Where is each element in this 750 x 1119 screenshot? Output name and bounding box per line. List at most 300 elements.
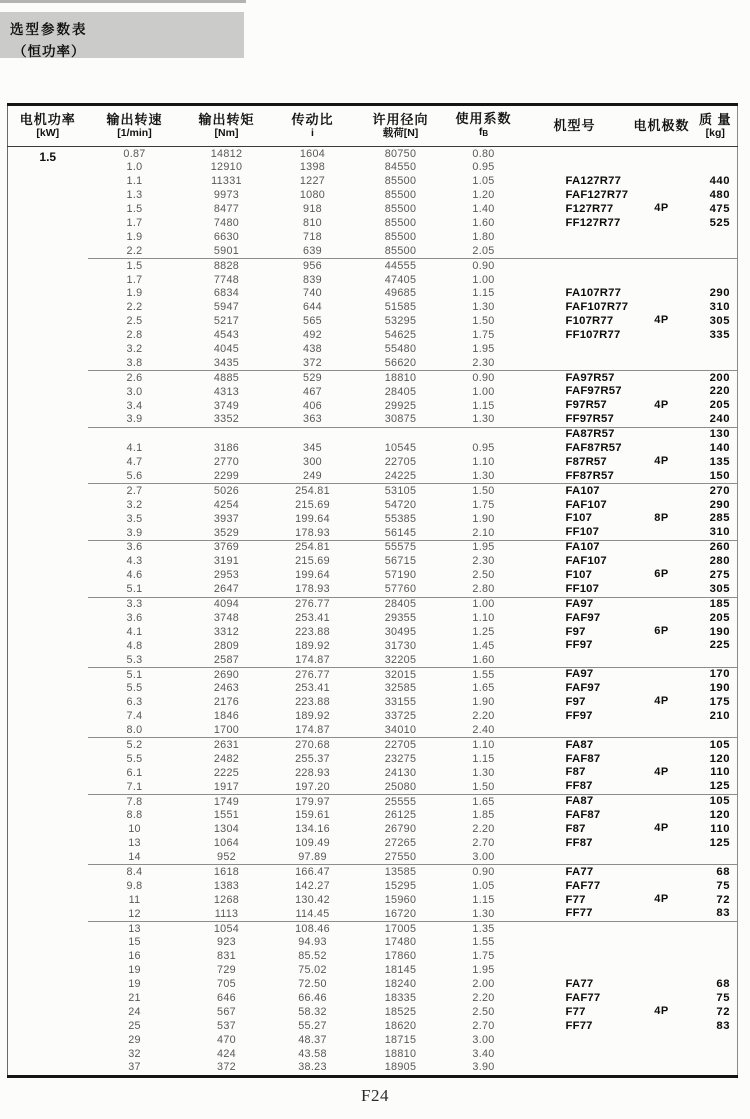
cell-output-speed: 2.7 [88, 484, 182, 498]
cell-service-factor: 2.50 [472, 569, 495, 582]
cell-model: FAF87R57 [565, 442, 622, 454]
cell-ratio: 956 [272, 259, 354, 273]
poles-label: 4P [654, 1004, 669, 1017]
cell-output-speed: 6.1 [126, 766, 143, 779]
cell-service-factor: 1.50 [448, 484, 520, 498]
cell-weight [694, 1047, 738, 1061]
cell-output-torque: 4885 [182, 371, 272, 385]
cell-ratio: 276.77 [272, 667, 354, 681]
cell-service-factor: 2.20 [472, 823, 495, 836]
cell-output-speed: 1.3 [126, 189, 143, 202]
cell-radial-load: 10545 [384, 442, 417, 455]
cell-motor-poles [630, 865, 694, 922]
page-title [0, 12, 244, 58]
cell-radial-load: 26790 [384, 823, 417, 836]
cell-weight: 290 [709, 287, 730, 300]
cell-output-speed: 15 [128, 936, 141, 949]
cell-radial-load: 18620 [384, 1019, 417, 1032]
cell-ratio: 529 [272, 371, 354, 385]
table-row [8, 936, 738, 950]
cell-model: F77 [565, 1005, 586, 1018]
cell-service-factor: 2.30 [472, 356, 495, 369]
cell-ratio: 223.88 [295, 696, 330, 709]
cell-output-torque: 470 [217, 1033, 236, 1046]
table-row [8, 964, 738, 978]
cell-radial-load: 54625 [384, 329, 417, 342]
cell-ratio: 179.97 [272, 794, 354, 808]
cell-radial-load: 85500 [384, 203, 417, 216]
cell-model [520, 356, 630, 370]
cell-ratio: 178.93 [295, 526, 330, 539]
cell-output-torque: 2587 [213, 653, 240, 666]
cell-output-torque: 3749 [213, 399, 240, 412]
cell-output-torque: 952 [217, 851, 236, 864]
poles-label: 6P [654, 624, 669, 637]
cell-weight: 130 [694, 427, 738, 441]
cell-weight: 480 [709, 188, 730, 201]
cell-ratio: 918 [303, 203, 322, 216]
table-row [8, 667, 738, 681]
cell-radial-load: 18335 [384, 991, 417, 1004]
cell-motor-poles [630, 175, 694, 231]
cell-motor-poles [630, 484, 694, 541]
cell-service-factor: 1.95 [472, 964, 495, 977]
cell-radial-load: 33155 [384, 696, 417, 709]
cell-weight [694, 273, 738, 287]
cell-ratio: 189.92 [295, 639, 330, 652]
cell-output-speed: 19 [128, 964, 141, 977]
cell-model [520, 259, 630, 273]
cell-model: F87 [565, 766, 586, 779]
cell-output-torque: 1749 [182, 794, 272, 808]
cell-weight: 305 [709, 314, 730, 327]
cell-weight [694, 147, 738, 161]
cell-model: F127R77 [565, 202, 614, 215]
table-row [8, 794, 738, 808]
cell-ratio: 467 [303, 385, 322, 398]
cell-radial-load: 47405 [384, 273, 417, 286]
cell-ratio: 199.64 [295, 569, 330, 582]
cell-output-torque: 537 [217, 1019, 236, 1032]
cell-ratio: 134.16 [295, 823, 330, 836]
cell-motor-poles [630, 667, 694, 723]
cell-motor-poles [630, 342, 694, 356]
cell-output-torque: 1064 [213, 837, 240, 850]
cell-output-speed: 8.4 [88, 865, 182, 879]
cell-motor-poles [630, 1033, 694, 1047]
cell-output-speed: 3.0 [126, 385, 143, 398]
cell-radial-load: 27550 [384, 851, 417, 864]
cell-output-speed: 4.7 [126, 456, 143, 469]
cell-weight: 83 [716, 1019, 730, 1032]
cell-weight: 310 [709, 526, 730, 539]
cell-radial-load: 51585 [384, 301, 417, 314]
col-header-radial-load: 许用径向 载荷[N] [354, 105, 448, 147]
cell-model: F97R57 [565, 399, 607, 412]
cell-output-torque: 1113 [214, 907, 239, 920]
cell-output-speed: 5.2 [88, 738, 182, 752]
cell-ratio: 97.89 [298, 851, 327, 864]
cell-service-factor: 0.80 [472, 147, 495, 160]
cell-model: FF77 [565, 907, 593, 920]
col-header-ratio: 传动比 i [272, 105, 354, 147]
cell-weight [694, 724, 738, 738]
cell-weight [694, 653, 738, 667]
cell-model: FA97 [520, 597, 630, 611]
table-row [8, 244, 738, 258]
cell-motor-poles [630, 794, 694, 850]
cell-motor-poles [630, 851, 694, 865]
table-header-row [8, 105, 738, 147]
cell-service-factor: 1.30 [472, 301, 495, 314]
table-row [8, 991, 738, 1005]
cell-output-speed: 37 [128, 1061, 141, 1074]
cell-output-torque: 424 [217, 1047, 236, 1060]
cell-output-torque: 11331 [211, 175, 242, 188]
cell-output-speed: 14 [128, 851, 141, 864]
cell-radial-load: 18525 [384, 1005, 417, 1018]
cell-radial-load: 17860 [384, 950, 417, 963]
cell-output-torque: 3769 [182, 540, 272, 554]
page-title-line2: （恒功率） [13, 44, 86, 59]
cell-weight: 105 [694, 738, 738, 752]
cell-radial-load: 85500 [384, 217, 417, 229]
cell-radial-load: 32205 [384, 653, 417, 666]
cell-output-torque: 4543 [213, 329, 240, 342]
cell-output-speed: 4.3 [126, 555, 143, 568]
table-row [8, 724, 738, 738]
cell-model: FA87 [520, 794, 630, 808]
table-row [8, 823, 738, 837]
table-row [8, 469, 738, 483]
cell-output-torque: 3352 [213, 413, 240, 426]
table-row [8, 147, 738, 161]
cell-output-torque: 4254 [213, 498, 240, 511]
cell-service-factor: 0.95 [472, 161, 495, 174]
cell-service-factor: 1.00 [472, 273, 495, 286]
cell-weight: 170 [694, 667, 738, 681]
cell-radial-load: 55385 [384, 512, 417, 525]
cell-motor-poles [630, 964, 694, 978]
cell-service-factor: 1.60 [472, 217, 495, 229]
table-row [8, 413, 738, 427]
cell-service-factor: 1.15 [472, 893, 495, 906]
cell-model [520, 851, 630, 865]
cell-weight: 260 [694, 540, 738, 554]
cell-output-speed: 1.7 [126, 273, 143, 286]
cell-ratio: 178.93 [295, 583, 330, 596]
cell-ratio: 1398 [299, 161, 326, 174]
cell-output-torque: 9973 [213, 189, 240, 202]
cell-output-speed: 19 [128, 978, 141, 991]
cell-output-speed: 3.5 [126, 512, 143, 525]
cell-radial-load: 23275 [384, 752, 417, 765]
cell-service-factor: 2.40 [472, 724, 495, 737]
cell-radial-load: 34010 [384, 724, 417, 737]
cell-motor-poles [630, 259, 694, 273]
cell-weight: 120 [709, 752, 730, 765]
cell-motor-poles [630, 427, 694, 484]
cell-service-factor: 1.10 [472, 456, 495, 469]
cell-service-factor: 1.15 [472, 752, 495, 765]
cell-output-torque: 3529 [213, 526, 240, 539]
cell-ratio: 255.37 [295, 752, 330, 765]
cell-radial-load: 54720 [384, 498, 417, 511]
cell-output-speed: 32 [128, 1047, 141, 1060]
cell-service-factor: 1.25 [472, 625, 495, 638]
cell-weight: 275 [709, 569, 730, 582]
cell-output-speed: 5.3 [126, 653, 143, 666]
cell-output-speed: 24 [128, 1005, 141, 1018]
cell-service-factor: 1.15 [472, 399, 495, 412]
cell-model: FA107R77 [565, 287, 622, 300]
cell-output-speed: 13 [128, 837, 141, 850]
col-header-weight: 质 量 [kg] [694, 105, 738, 147]
table-row [8, 273, 738, 287]
cell-weight: 225 [709, 639, 730, 652]
cell-radial-load: 22705 [354, 738, 448, 752]
cell-model: F107R77 [565, 314, 614, 327]
cell-model: FAF97 [565, 682, 601, 695]
cell-motor-poles [630, 936, 694, 950]
cell-radial-load: 15960 [384, 893, 417, 906]
cell-output-torque: 4094 [182, 597, 272, 611]
cell-radial-load: 32585 [384, 682, 417, 695]
poles-label: 4P [654, 314, 669, 327]
cell-ratio: 114.45 [295, 907, 330, 920]
table-row [8, 259, 738, 273]
cell-motor-poles [630, 540, 694, 597]
cell-weight: 220 [709, 385, 730, 398]
table-row [8, 342, 738, 356]
cell-motor-poles [630, 1061, 694, 1076]
cell-motor-poles [630, 161, 694, 175]
cell-radial-load: 55480 [384, 343, 417, 356]
cell-weight: 290 [709, 498, 730, 511]
cell-radial-load: 56620 [384, 356, 417, 369]
cell-weight: 72 [716, 1005, 730, 1018]
cell-weight [694, 356, 738, 370]
cell-output-speed: 2.8 [126, 329, 143, 342]
cell-service-factor: 1.50 [472, 315, 495, 328]
cell-radial-load: 84550 [384, 161, 417, 174]
cell-output-speed: 25 [128, 1019, 141, 1032]
cell-ratio: 94.93 [298, 936, 327, 949]
cell-model: FA87 [520, 738, 630, 752]
cell-output-torque: 2225 [213, 766, 240, 779]
cell-weight [694, 921, 738, 935]
cell-output-speed: 16 [128, 950, 141, 963]
cell-model [520, 1061, 630, 1076]
cell-output-torque: 3312 [213, 625, 240, 638]
poles-label: 8P [654, 511, 669, 524]
cell-model: FF127R77 [565, 216, 621, 229]
page-number: F24 [361, 1086, 389, 1105]
table-row [8, 837, 738, 851]
table-row [8, 752, 738, 766]
cell-model: FAF107 [565, 498, 607, 511]
cell-model [520, 653, 630, 667]
cell-service-factor: 1.20 [472, 189, 495, 202]
cell-output-torque: 2176 [213, 696, 240, 709]
cell-model: FAF107R77 [565, 301, 629, 314]
cell-weight: 110 [710, 823, 730, 836]
cell-ratio: 215.69 [295, 555, 330, 568]
cell-output-speed: 29 [128, 1033, 141, 1046]
cell-weight: 125 [709, 780, 730, 793]
cell-output-torque: 2690 [182, 667, 272, 681]
cell-output-torque: 7480 [213, 217, 240, 229]
table-row [8, 540, 738, 554]
cell-radial-load: 29925 [384, 399, 417, 412]
cell-output-torque: 2809 [213, 639, 240, 652]
cell-ratio: 55.27 [298, 1019, 327, 1032]
cell-ratio: 1080 [299, 189, 326, 202]
cell-service-factor: 1.05 [472, 879, 495, 892]
cell-ratio: 66.46 [298, 991, 327, 1004]
cell-radial-load: 56145 [384, 526, 417, 539]
cell-service-factor: 1.90 [472, 696, 495, 709]
cell-ratio: 228.93 [295, 766, 330, 779]
cell-weight: 205 [709, 611, 730, 624]
cell-ratio: 644 [303, 301, 322, 314]
cell-output-torque: 2631 [182, 738, 272, 752]
table-row [8, 356, 738, 370]
cell-radial-load: 22705 [384, 456, 417, 469]
cell-output-torque: 1846 [213, 710, 240, 723]
cell-service-factor: 0.90 [448, 865, 520, 879]
cell-ratio: 253.41 [295, 682, 330, 695]
cell-output-speed: 3.2 [126, 343, 143, 356]
cell-ratio: 249 [303, 470, 322, 483]
cell-output-torque: 5217 [213, 315, 240, 328]
cell-output-torque: 5947 [213, 301, 240, 314]
table-row [8, 893, 738, 907]
cell-weight: 525 [709, 216, 730, 229]
poles-label: 4P [654, 892, 669, 905]
cell-motor-poles [630, 371, 694, 428]
cell-service-factor: 3.00 [472, 851, 495, 864]
cell-model: FAF87 [565, 752, 601, 765]
cell-output-torque: 12910 [210, 161, 243, 174]
cell-ratio: 1227 [299, 175, 326, 188]
cell-motor-poles [630, 287, 694, 343]
cell-ratio: 253.41 [295, 611, 330, 624]
col-header-service-factor: 使用系数 $f_B$ [448, 105, 520, 147]
cell-output-torque: 1268 [213, 893, 240, 906]
table-body [8, 147, 738, 1077]
cell-service-factor: 2.20 [472, 991, 495, 1004]
cell-radial-load: 44555 [354, 259, 448, 273]
cell-radial-load [354, 427, 448, 441]
cell-ratio: 254.81 [272, 484, 354, 498]
cell-service-factor: 1.90 [472, 512, 495, 525]
cell-radial-load: 28405 [384, 385, 417, 398]
cell-model: FAF97 [565, 611, 601, 624]
cell-output-speed: 11 [128, 893, 141, 906]
table-row [8, 399, 738, 413]
col-header-motor-power: 电机功率 [kW] [8, 105, 88, 147]
cell-model [520, 161, 630, 175]
cell-radial-load: 53295 [384, 315, 417, 328]
cell-service-factor: 2.80 [472, 583, 495, 596]
cell-ratio: 142.27 [295, 879, 330, 892]
cell-weight: 175 [709, 696, 730, 709]
cell-output-torque: 4045 [213, 343, 240, 356]
cell-radial-load: 18715 [384, 1033, 417, 1046]
cell-weight [694, 1033, 738, 1047]
cell-radial-load: 30875 [384, 413, 417, 426]
cell-model: FAF77 [565, 991, 601, 1004]
table-row [8, 216, 738, 230]
cell-output-speed: 21 [128, 991, 141, 1004]
cell-weight: 475 [709, 202, 730, 215]
cell-model: F97 [565, 625, 586, 638]
cell-ratio: 254.81 [272, 540, 354, 554]
cell-motor-poles [630, 738, 694, 795]
cell-radial-load: 26125 [384, 809, 417, 822]
cell-radial-load: 18810 [384, 1047, 417, 1060]
cell-ratio: 197.20 [295, 780, 330, 793]
cell-model: F107 [565, 512, 593, 525]
cell-radial-load: 18905 [384, 1061, 417, 1074]
cell-output-speed: 3.6 [126, 611, 143, 624]
cell-weight [694, 161, 738, 175]
table-row [8, 498, 738, 512]
cell-service-factor: 2.10 [472, 526, 495, 539]
cell-output-speed: 5.1 [88, 667, 182, 681]
cell-model [520, 147, 630, 161]
cell-weight [694, 244, 738, 258]
cell-weight: 285 [709, 512, 730, 525]
cell-service-factor: 1.55 [472, 936, 495, 949]
cell-model [520, 342, 630, 356]
cell-radial-load: 80750 [384, 147, 417, 160]
cell-radial-load: 29355 [384, 611, 417, 624]
table-row [8, 597, 738, 611]
col-header-motor-poles: 电机极数 [630, 105, 694, 147]
poles-label: 4P [654, 765, 669, 778]
cell-output-torque: 923 [217, 936, 236, 949]
cell-service-factor: 1.60 [472, 653, 495, 666]
cell-output-torque [182, 427, 272, 441]
cell-output-torque: 1383 [213, 879, 240, 892]
cell-output-speed: 1.0 [126, 161, 143, 174]
cell-radial-load: 49685 [384, 287, 417, 300]
cell-output-speed: 0.87 [123, 147, 146, 160]
cell-output-speed: 7.4 [126, 710, 143, 723]
cell-service-factor: 2.20 [472, 710, 495, 723]
table-row [8, 203, 738, 217]
cell-service-factor: 1.05 [472, 175, 495, 188]
cell-model: FF107R77 [565, 328, 621, 341]
cell-output-torque: 567 [217, 1005, 236, 1018]
cell-output-speed: 8.0 [126, 724, 143, 737]
cell-service-factor: 2.70 [472, 837, 495, 850]
cell-model [520, 964, 630, 978]
cell-model [520, 1047, 630, 1061]
cell-model: FF97 [565, 639, 593, 652]
table-row [8, 1019, 738, 1033]
cell-ratio: 72.50 [298, 978, 327, 991]
cell-ratio: 215.69 [295, 498, 330, 511]
cell-model: FA77 [520, 865, 630, 879]
cell-weight: 150 [709, 469, 730, 482]
cell-motor-poles [630, 147, 694, 161]
cell-weight: 335 [709, 328, 730, 341]
cell-output-speed: 1.9 [126, 287, 143, 300]
cell-service-factor: 1.30 [472, 907, 495, 920]
